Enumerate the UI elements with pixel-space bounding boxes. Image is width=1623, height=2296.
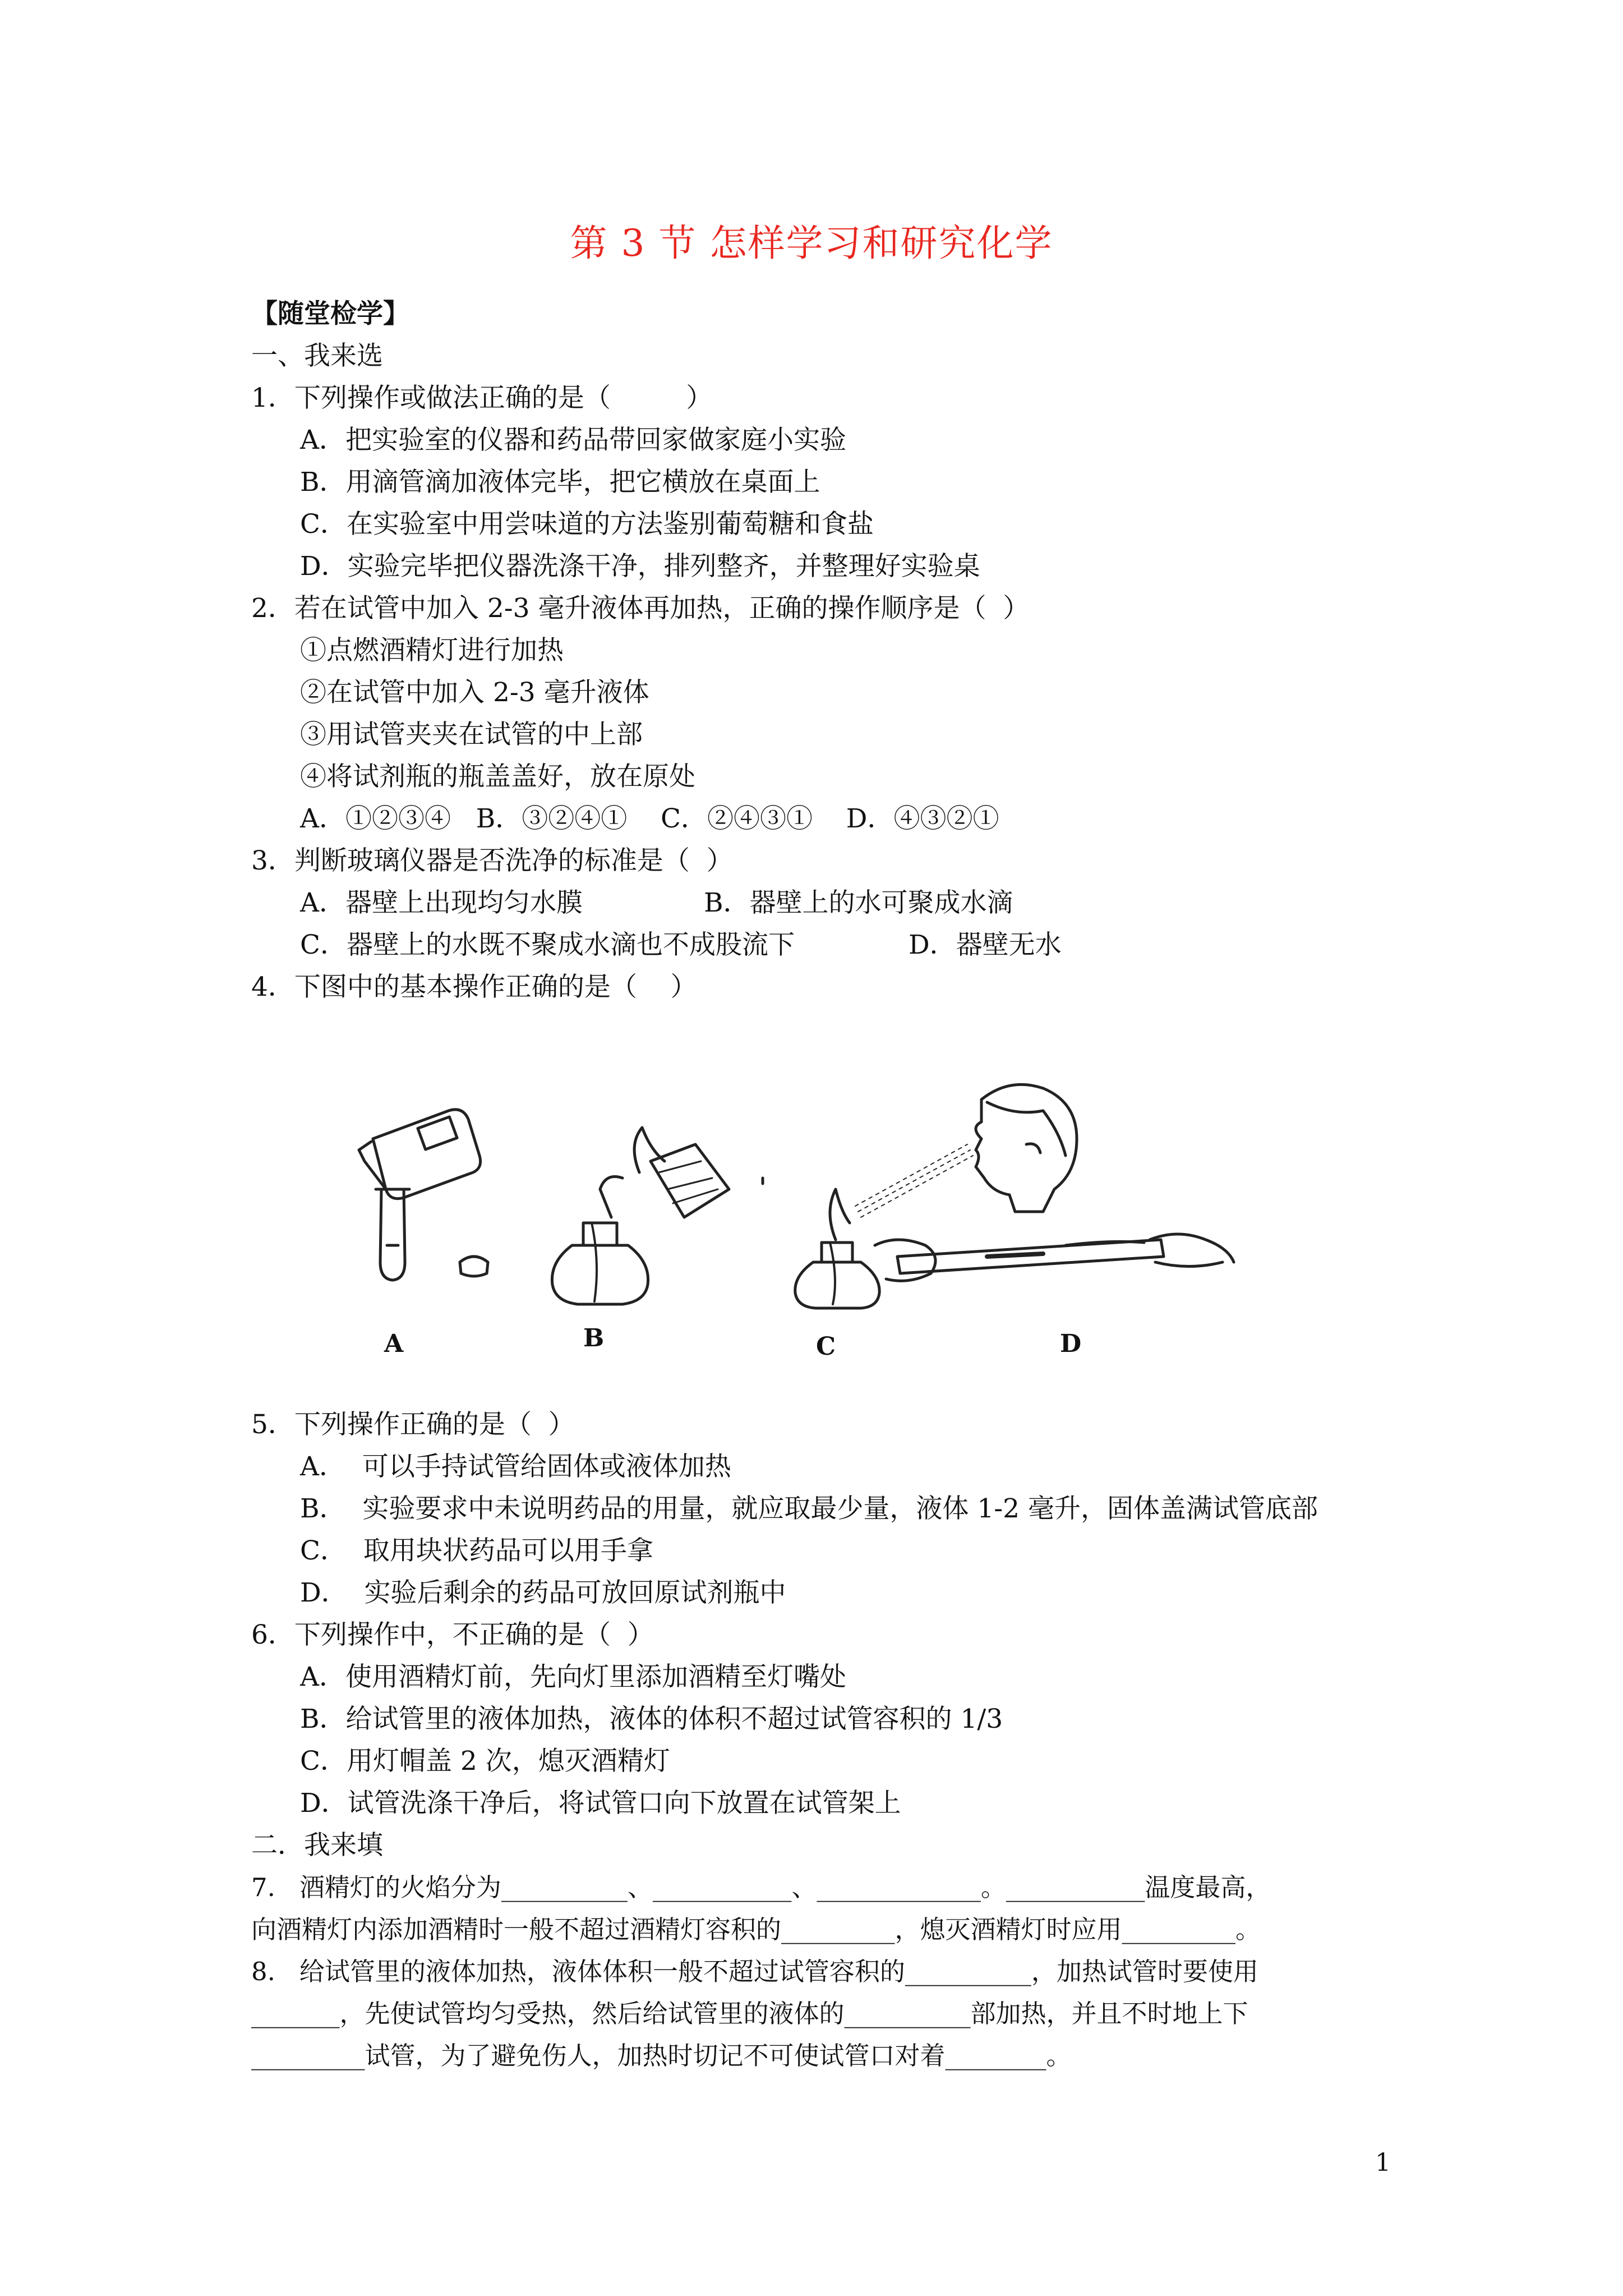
question-3-option-c: C．器壁上的水既不聚成水滴也不成股流下 bbox=[300, 930, 795, 960]
figure-d-holding-test-tube bbox=[875, 1234, 1234, 1281]
question-7-line-1: 7. 酒精灯的火焰分为__________、___________、_____________。___________温度最高， bbox=[251, 1872, 1271, 1902]
question-6-option-c: C．用灯帽盖 2 次，熄灭酒精灯 bbox=[300, 1746, 670, 1777]
question-4-stem: 4．下图中的基本操作正确的是（ ） bbox=[251, 972, 697, 1002]
question-5-option-c: C． 取用块状药品可以用手拿 bbox=[300, 1535, 653, 1566]
question-3-option-a: A．器壁上出现均匀水膜 bbox=[300, 887, 583, 918]
question-1-option-b: B．用滴管滴加液体完毕，把它横放在桌面上 bbox=[300, 467, 820, 498]
question-5-option-a: A． 可以手持试管给固体或液体加热 bbox=[300, 1451, 731, 1482]
question-8-line-2: _______，先使试管均匀受热，然后给试管里的液体的__________部加热，并且不时地上下 bbox=[251, 1999, 1248, 2028]
question-2-step-1: ①点燃酒精灯进行加热 bbox=[300, 635, 564, 666]
question-6-option-a: A．使用酒精灯前，先向灯里添加酒精至灯嘴处 bbox=[300, 1662, 846, 1692]
question-3-option-d: D．器壁无水 bbox=[909, 930, 1062, 960]
question-5-option-d: D． 实验后剩余的药品可放回原试剂瓶中 bbox=[300, 1577, 786, 1608]
question-2-options: A．①②③④ B．③②④① C．②④③① D．④③②① bbox=[300, 803, 999, 834]
figure-label-d: D bbox=[1060, 1329, 1082, 1358]
page-title: 第 3 节 怎样学习和研究化学 bbox=[570, 222, 1053, 265]
figure-a-pouring-reagent bbox=[359, 1110, 488, 1280]
question-5-stem: 5．下列操作正确的是（ ） bbox=[251, 1409, 575, 1440]
section-heading: 【随堂检学】 bbox=[251, 298, 409, 329]
question-2-stem: 2．若在试管中加入 2-3 毫升液体再加热，正确的操作顺序是（ ） bbox=[251, 593, 1030, 624]
question-1-option-d: D．实验完毕把仪器洗涤干净，排列整齐，并整理好实验桌 bbox=[300, 551, 980, 582]
question-2-step-4: ④将试剂瓶的瓶盖盖好，放在原处 bbox=[300, 761, 695, 792]
question-7-line-2: 向酒精灯内添加酒精时一般不超过酒精灯容积的_________，熄灭酒精灯时应用_________。 bbox=[251, 1915, 1261, 1944]
question-2-step-3: ③用试管夹夹在试管的中上部 bbox=[300, 719, 643, 750]
question-1-stem: 1．下列操作或做法正确的是（ ） bbox=[251, 383, 713, 413]
question-1-option-c: C．在实验室中用尝味道的方法鉴别葡萄糖和食盐 bbox=[300, 509, 874, 540]
question-6-option-d: D．试管洗涤干净后，将试管口向下放置在试管架上 bbox=[300, 1788, 901, 1819]
lab-operations-figure bbox=[336, 1077, 1262, 1369]
question-5-option-b: B． 实验要求中未说明药品的用量，就应取最少量，液体 1-2 毫升，固体盖满试管底部 bbox=[300, 1493, 1318, 1524]
lab-operations-illustration bbox=[336, 1077, 1262, 1369]
question-3-stem: 3．判断玻璃仪器是否洗净的标准是（ ） bbox=[251, 845, 733, 876]
part-heading-choice: 一、我来选 bbox=[251, 341, 383, 371]
question-8-line-3: _________试管，为了避免伤人，加热时切记不可使试管口对着________。 bbox=[251, 2041, 1072, 2070]
page-number: 1 bbox=[1375, 2148, 1391, 2177]
question-6-stem: 6．下列操作中，不正确的是（ ） bbox=[251, 1619, 654, 1650]
question-8-line-1: 8. 给试管里的液体加热，液体体积一般不超过试管容积的__________，加热试管时要使用 bbox=[251, 1957, 1258, 1986]
figure-label-b: B bbox=[583, 1324, 605, 1352]
figure-label-c: C bbox=[816, 1332, 836, 1361]
figure-b-lighting-lamp bbox=[552, 1128, 729, 1304]
figure-c-blowing-lamp bbox=[795, 1084, 1077, 1308]
question-1-option-a: A．把实验室的仪器和药品带回家做家庭小实验 bbox=[300, 425, 846, 455]
figure-label-a: A bbox=[384, 1329, 404, 1358]
question-6-option-b: B．给试管里的液体加热，液体的体积不超过试管容积的 1/3 bbox=[300, 1704, 1003, 1734]
question-2-step-2: ②在试管中加入 2-3 毫升液体 bbox=[300, 677, 649, 708]
part-heading-fill: 二．我来填 bbox=[251, 1830, 383, 1861]
question-3-option-b: B．器壁上的水可聚成水滴 bbox=[704, 887, 1013, 918]
